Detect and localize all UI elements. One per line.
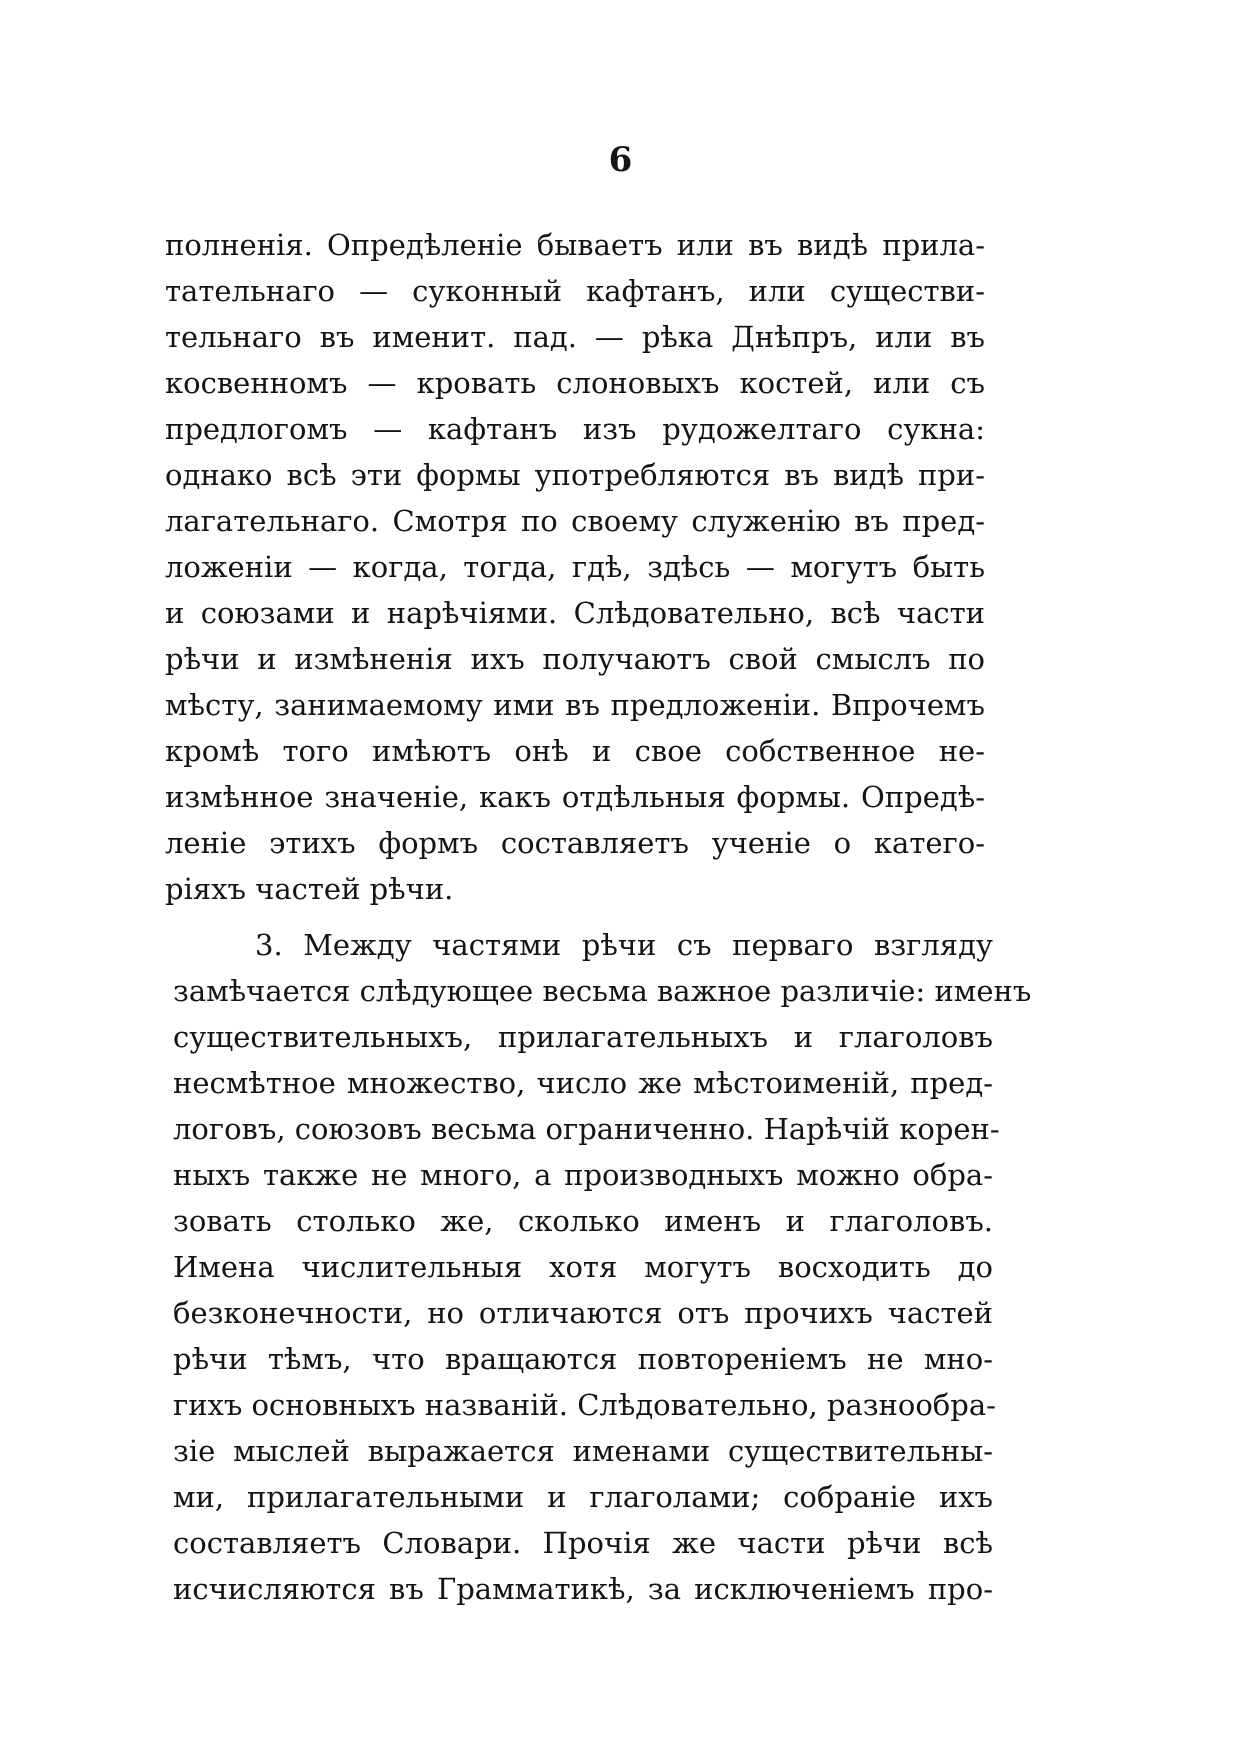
page-number: 6 — [608, 140, 633, 180]
paragraph-3 — [173, 922, 1032, 1612]
paragraph-continuation — [165, 222, 985, 912]
text-line: несмѣтное множество, число же мѣстоименій, пред- — [173, 1066, 993, 1100]
text-line: леніе этихъ формъ составляетъ ученіе о катего- — [165, 826, 985, 860]
text-line: мѣсту, занимаемому ими въ предложеніи. Впрочемъ — [165, 688, 985, 722]
text-line: ныхъ также не много, а производныхъ можно обра- — [173, 1158, 993, 1192]
text-line: исчисляются въ Грамматикѣ, за исключеніемъ про- — [173, 1572, 993, 1606]
text-line: ложеніи — когда, тогда, гдѣ, здѣсь — могутъ быть — [165, 550, 985, 584]
text-line: тельнаго въ именит. пад. — рѣка Днѣпръ, или въ — [165, 320, 985, 354]
text-line: однако всѣ эти формы употребляются въ видѣ при- — [165, 458, 985, 492]
text-line: ми, прилагательными и глаголами; собраніе ихъ — [173, 1480, 993, 1514]
text-line: логовъ, союзовъ весьма ограниченно. Нарѣчій корен- — [173, 1112, 1000, 1146]
text-line: тательнаго — суконный кафтанъ, или существи- — [165, 274, 985, 308]
text-line: кромѣ того имѣютъ онѣ и свое собственное не- — [165, 734, 985, 768]
text-line: гихъ основныхъ названій. Слѣдовательно, разнообра- — [173, 1388, 996, 1422]
text-line: составляетъ Словари. Прочія же части рѣчи всѣ — [173, 1526, 993, 1560]
text-line: косвенномъ — кровать слоновыхъ костей, или съ — [165, 366, 985, 400]
text-line: 3. Между частями рѣчи съ перваго взгляду — [255, 928, 993, 962]
text-line: измѣнное значеніе, какъ отдѣльныя формы. Опредѣ- — [165, 780, 985, 814]
text-line: зовать столько же, сколько именъ и глаголовъ. — [173, 1204, 993, 1238]
text-line: замѣчается слѣдующее весьма важное различіе: именъ — [173, 974, 1032, 1008]
text-line: рѣчи и измѣненія ихъ получаютъ свой смыслъ по — [165, 642, 985, 676]
text-line: лагательнаго. Смотря по своему служенію въ пред- — [165, 504, 985, 538]
text-line: Имена числительныя хотя могутъ восходить до — [173, 1250, 993, 1284]
text-line: существительныхъ, прилагательныхъ и глаголовъ — [173, 1020, 993, 1054]
text-line: полненія. Опредѣленіе бываетъ или въ видѣ прила- — [165, 228, 985, 262]
text-line: безконечности, но отличаются отъ прочихъ частей — [173, 1296, 993, 1330]
text-line: и союзами и нарѣчіями. Слѣдовательно, всѣ части — [165, 596, 985, 630]
text-line: ріяхъ частей рѣчи. — [165, 872, 454, 906]
text-line: рѣчи тѣмъ, что вращаются повтореніемъ не мно- — [173, 1342, 993, 1376]
text-line: зіе мыслей выражается именами существительны- — [173, 1434, 993, 1468]
text-line: предлогомъ — кафтанъ изъ рудожелтаго сукна: — [165, 412, 985, 446]
